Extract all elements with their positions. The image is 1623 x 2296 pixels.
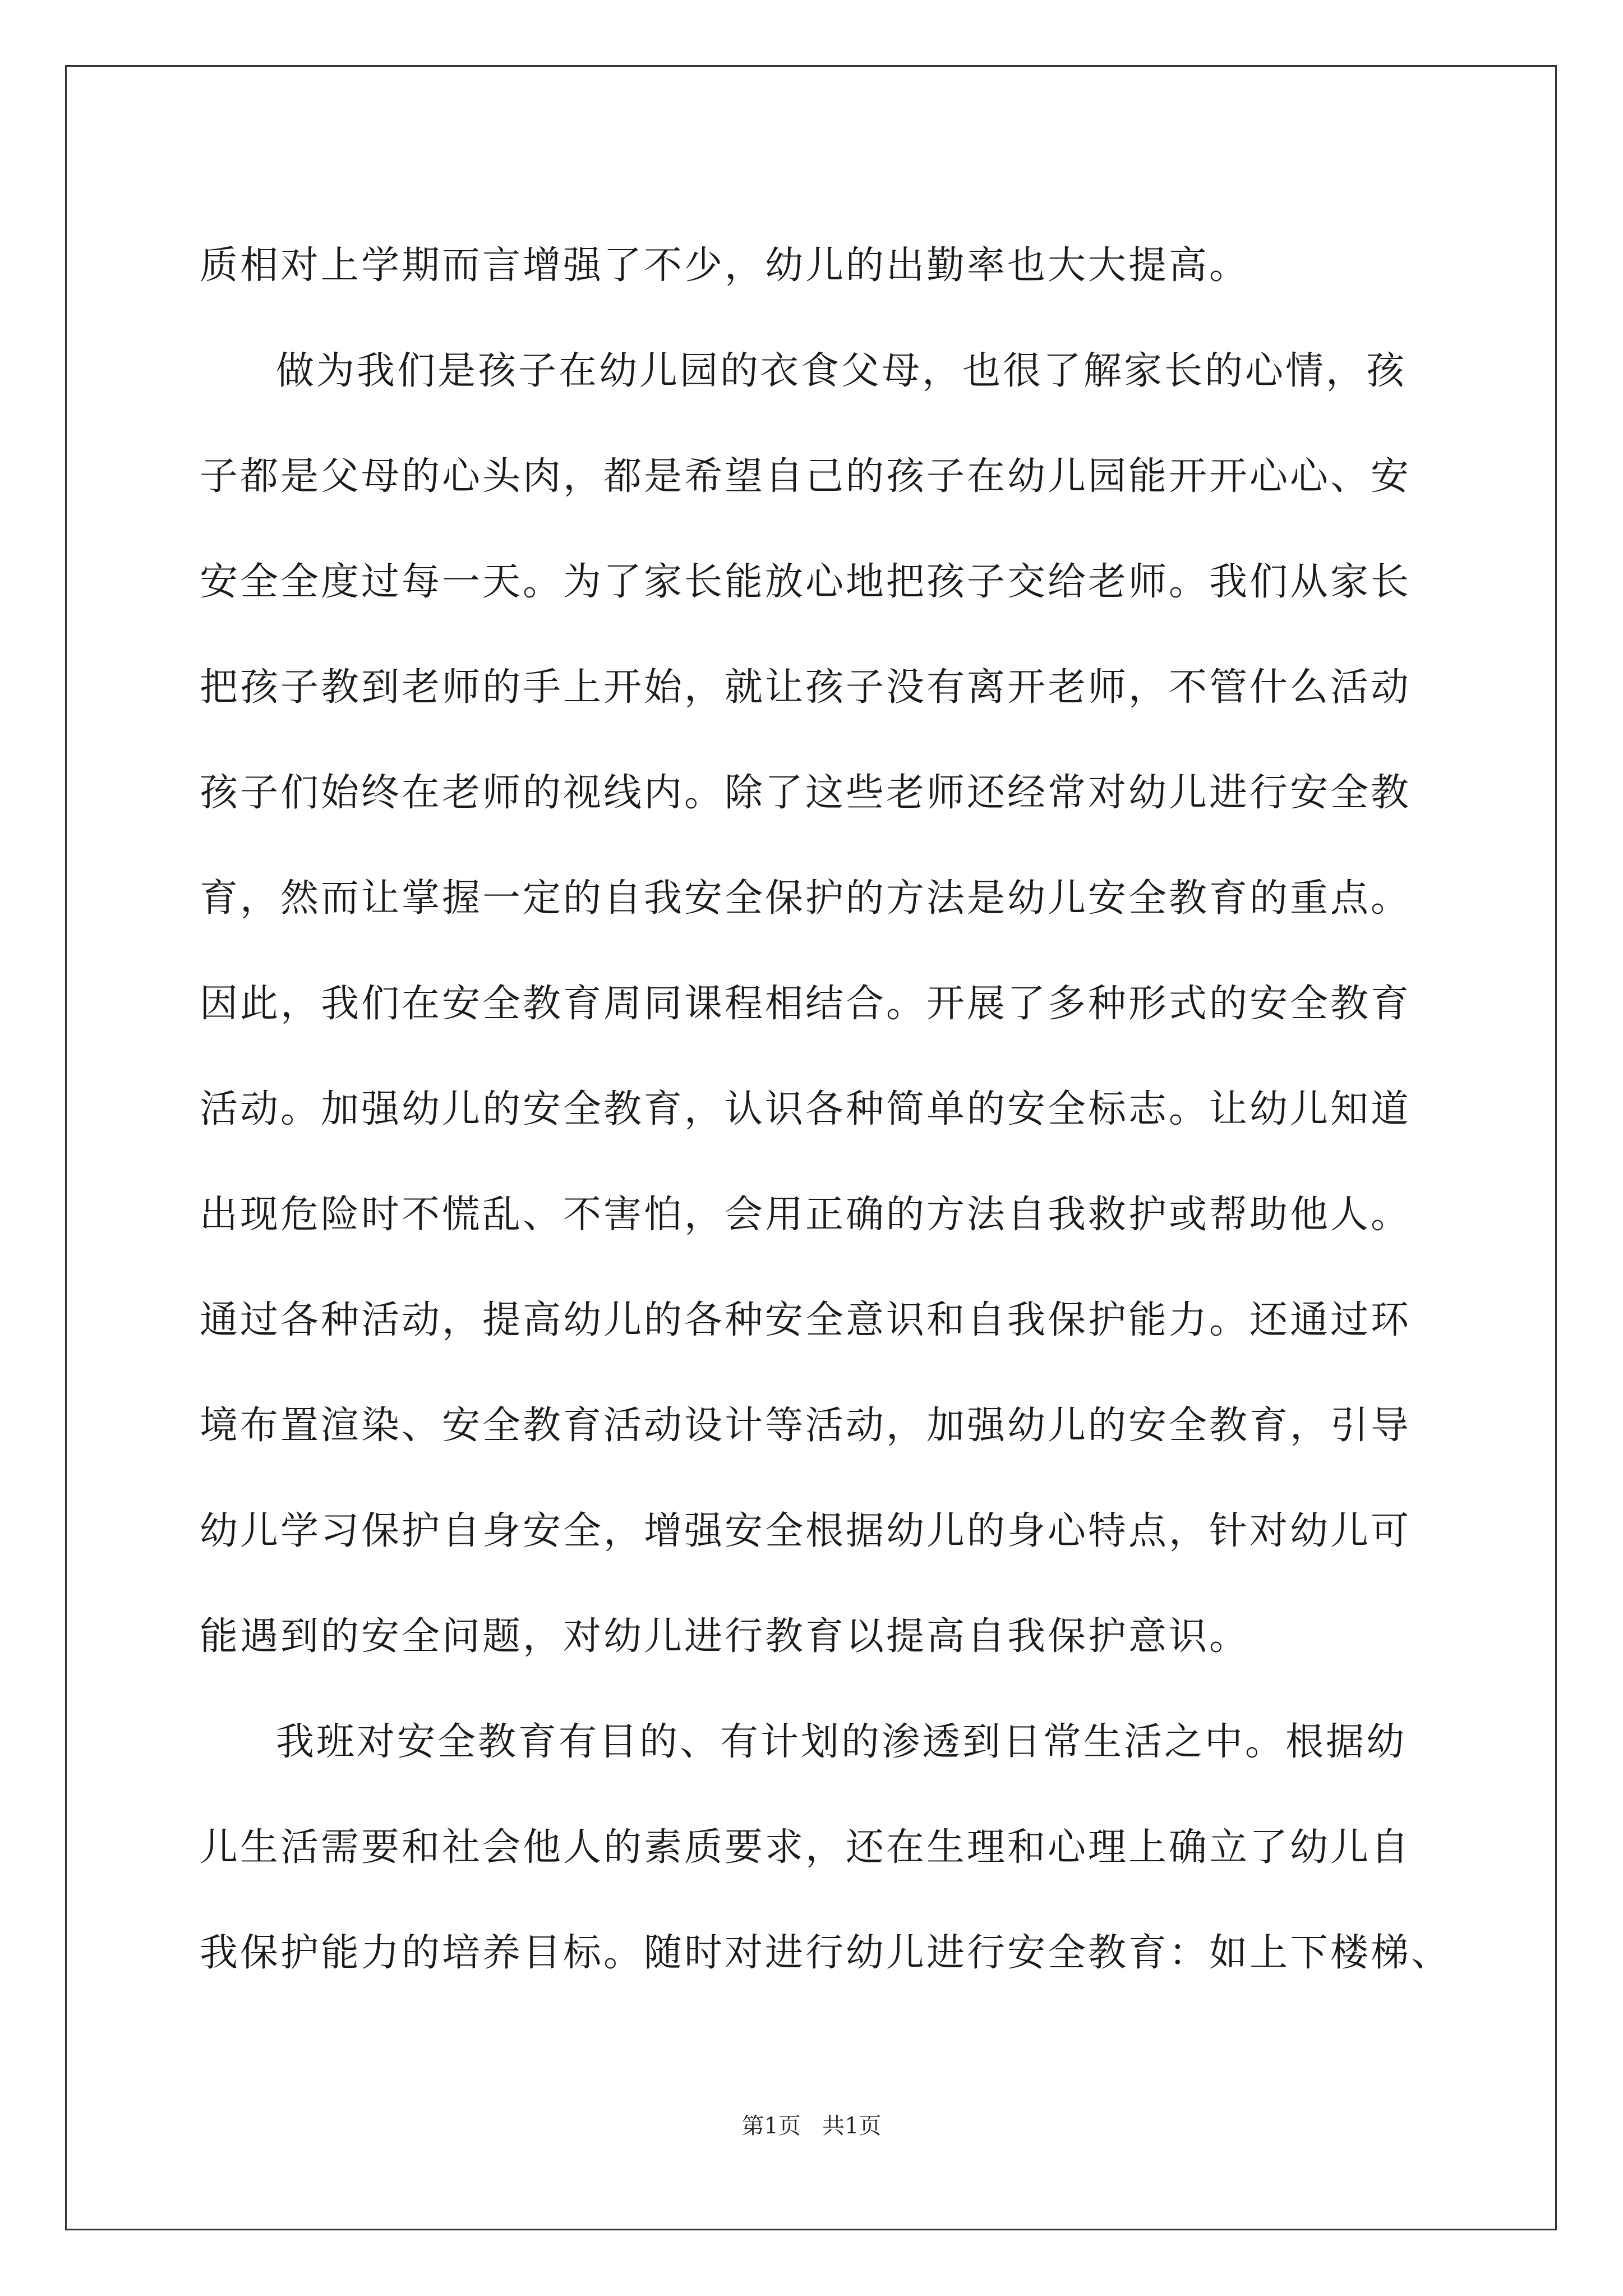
text-line: 把孩子教到老师的手上开始，就让孩子没有离开老师，不管什么活动	[200, 665, 1412, 710]
text-line: 通过各种活动，提高幼儿的各种安全意识和自我保护能力。还通过环	[200, 1298, 1412, 1342]
document-body	[200, 213, 1452, 2006]
text-line: 我保护能力的培养目标。随时对进行幼儿进行安全教育：如上下楼梯、	[200, 1931, 1452, 1975]
page-number-footer: 第1页 共1页	[741, 2113, 882, 2139]
text-line: 出现危险时不慌乱、不害怕，会用正确的方法自我救护或帮助他人。	[200, 1193, 1412, 1237]
text-line: 孩子们始终在老师的视线内。除了这些老师还经常对幼儿进行安全教	[200, 771, 1412, 815]
text-line: 活动。加强幼儿的安全教育，认识各种简单的安全标志。让幼儿知道	[200, 1087, 1412, 1131]
text-line: 安全全度过每一天。为了家长能放心地把孩子交给老师。我们从家长	[200, 560, 1412, 604]
paragraph-first-line: 我班对安全教育有目的、有计划的渗透到日常生活之中。根据幼	[276, 1720, 1407, 1764]
paragraph-first-line: 做为我们是孩子在幼儿园的衣食父母，也很了解家长的心情，孩	[276, 349, 1407, 393]
text-line: 儿生活需要和社会他人的素质要求，还在生理和心理上确立了幼儿自	[200, 1825, 1412, 1870]
text-line: 质相对上学期而言增强了不少，幼儿的出勤率也大大提高。	[200, 243, 1250, 288]
text-line: 育，然而让掌握一定的自我安全保护的方法是幼儿安全教育的重点。	[200, 876, 1412, 921]
text-line: 因此，我们在安全教育周同课程相结合。开展了多种形式的安全教育	[200, 982, 1412, 1026]
text-line: 能遇到的安全问题，对幼儿进行教育以提高自我保护意识。	[200, 1614, 1250, 1659]
text-line: 子都是父母的心头肉，都是希望自己的孩子在幼儿园能开开心心、安	[200, 454, 1412, 499]
text-line: 幼儿学习保护自身安全，增强安全根据幼儿的身心特点，针对幼儿可	[200, 1509, 1412, 1553]
text-line: 境布置渲染、安全教育活动设计等活动，加强幼儿的安全教育，引导	[200, 1404, 1412, 1448]
